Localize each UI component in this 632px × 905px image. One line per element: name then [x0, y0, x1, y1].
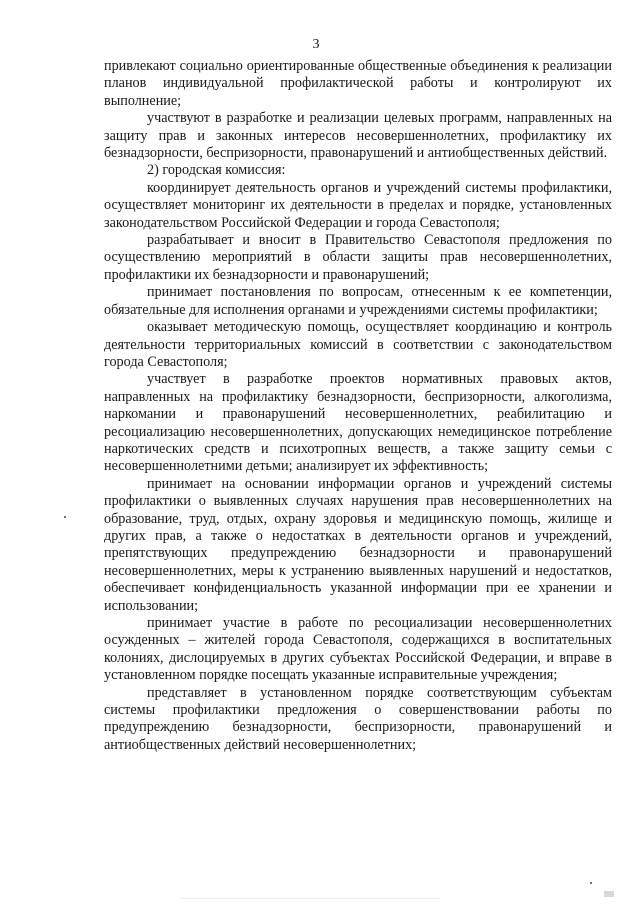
page-number: 3: [312, 37, 320, 52]
paragraph-draft-legal-acts: участвует в разработке проектов нормативных правовых актов, направленных на профилактику безнадзорности, беспризорности, алкоголизма, наркомании и правонарушений несовершеннолетних, реабилитацию и ресоциализацию несовершеннолетних, допускающих немедицинское потребление наркотических средств и психотропных веществ, а также защиту семьи с несовершеннолетними детьми; анализирует их эффективность;: [104, 371, 612, 475]
scan-speck: [64, 516, 66, 518]
paragraph-rights-violations: принимает на основании информации органов и учреждений системы профилактики о выявленных случаях нарушения прав несовершеннолетних на образование, труд, отдых, охрану здоровья и медицинскую помощь, жилище и других прав, а также о недостатках в деятельности органов и учреждений, препятствующих предупреждению безнадзорности и правонарушений несовершеннолетних, меры к устранению выявленных нарушений и недостатков, обеспечивает конфиденциальность указанной информации при ее хранении и использовании;: [104, 475, 612, 614]
scan-speck: [590, 882, 592, 884]
paragraph-adopts-resolutions: принимает постановления по вопросам, отнесенным к ее компетенции, обязательные для исполнения органами и учреждениями системы профилактики;: [104, 284, 612, 318]
scan-corner-mark: [604, 891, 614, 897]
paragraph-improvement-proposals: представляет в установленном порядке соответствующим субъектам системы профилактики предложения о совершенствовании работы по предупреждению безнадзорности, беспризорности, правонарушений и антиобщественных действий несовершеннолетних;: [104, 684, 612, 753]
paragraph-city-commission-heading: 2) городская комиссия:: [147, 162, 286, 179]
paragraph-develops-proposals: разрабатывает и вносит в Правительство Севастополя предложения по осуществлению мероприятий в области защиты прав несовершеннолетних, профилактики их безнадзорности и правонарушений;: [104, 232, 612, 283]
scan-bottom-edge: [180, 898, 440, 899]
paragraph-resocialization: принимает участие в работе по ресоциализации несовершеннолетних осужденных – жителей города Севастополя, содержащихся в воспитательных колониях, дислоцируемых в других субъектах Российской Федерации, и вправе в установленном порядке посещать указанные исправительные учреждения;: [104, 615, 612, 684]
paragraph-coordinates: координирует деятельность органов и учреждений системы профилактики, осуществляет мониторинг их деятельности в пределах и порядке, установленных законодательством Российской Федерации и города Севастополя;: [104, 179, 612, 231]
paragraph-target-programs: участвуют в разработке и реализации целевых программ, направленных на защиту прав и законных интересов несовершеннолетних, профилактику их безнадзорности, беспризорности, правонарушений и антиобщественных действий.: [104, 110, 612, 162]
paragraph-engage-associations: привлекают социально ориентированные общественные объединения к реализации планов индивидуальной профилактической работы и контролируют их выполнение;: [104, 58, 612, 109]
paragraph-methodical-help: оказывает методическую помощь, осуществляет координацию и контроль деятельности территориальных комиссий в соответствии с законодательством города Севастополя;: [104, 319, 612, 370]
document-body: [104, 58, 612, 754]
